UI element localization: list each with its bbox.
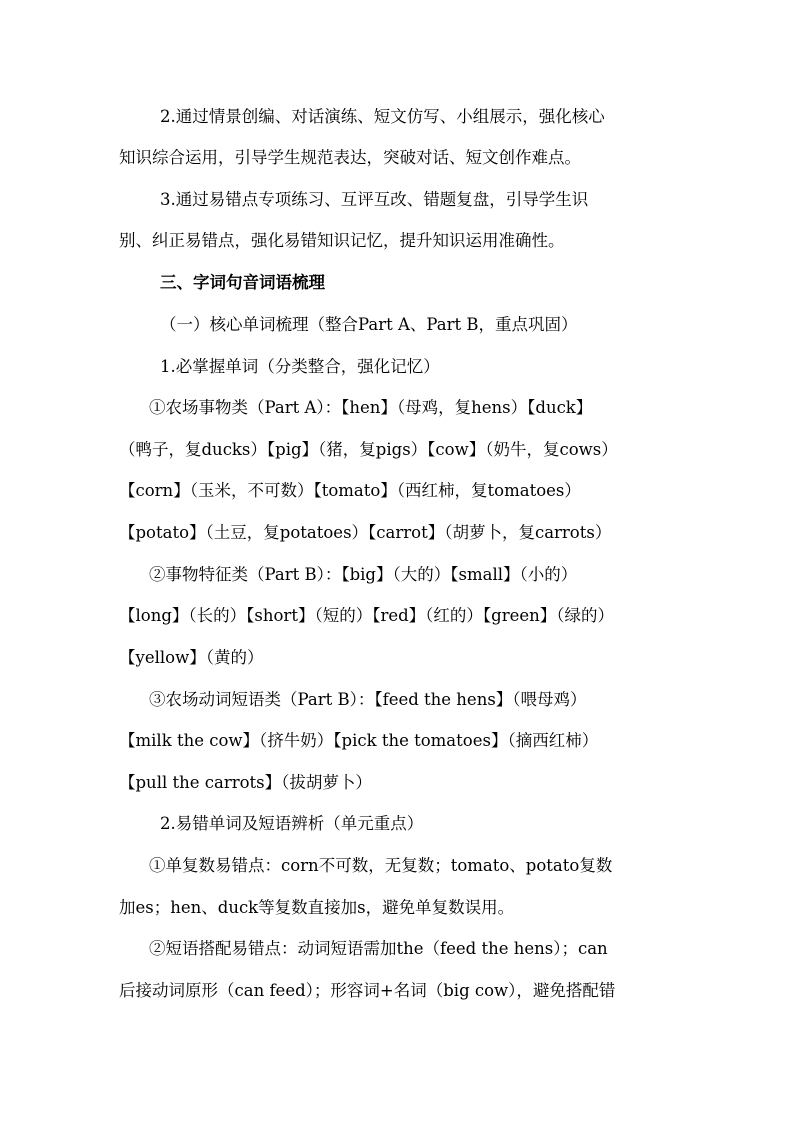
paragraph-line: 加es；hen、duck等复数直接加s，避免单复数误用。 bbox=[119, 898, 515, 917]
paragraph-line: ②短语搭配易错点：动词短语需加the（feed the hens）；can bbox=[149, 939, 608, 958]
paragraph-line: （鸭子，复ducks）【pig】（猪，复pigs）【cow】（奶牛，复cows） bbox=[119, 440, 618, 459]
paragraph-line: 【yellow】（黄的） bbox=[119, 648, 264, 667]
subsection-heading: （一）核心单词梳理（整合Part A、Part B，重点巩固） bbox=[160, 315, 578, 334]
paragraph-line: 1.必掌握单词（分类整合，强化记忆） bbox=[160, 357, 440, 376]
paragraph-line: ③农场动词短语类（Part B）：【feed the hens】（喂母鸡） bbox=[149, 690, 587, 709]
paragraph-line: 别、纠正易错点，强化易错知识记忆，提升知识运用准确性。 bbox=[119, 231, 565, 250]
paragraph-line: ②事物特征类（Part B）：【big】（大的）【small】（小的） bbox=[149, 565, 578, 584]
paragraph-line: 后接动词原形（can feed）；形容词+名词（big cow），避免搭配错 bbox=[119, 981, 616, 1000]
paragraph-line: 【corn】（玉米，不可数）【tomato】（西红柿，复tomatoes） bbox=[119, 481, 581, 500]
paragraph-line: 【pull the carrots】（拔胡萝卜） bbox=[119, 773, 372, 792]
section-heading: 三、字词句音词语梳理 bbox=[160, 273, 325, 292]
paragraph-line: 【milk the cow】（挤牛奶）【pick the tomatoes】（摘西红柿） bbox=[119, 731, 599, 750]
paragraph-line: 知识综合运用，引导学生规范表达，突破对话、短文创作难点。 bbox=[119, 148, 581, 167]
paragraph-line: 2.易错单词及短语辨析（单元重点） bbox=[160, 814, 424, 833]
paragraph-line: ①农场事物类（Part A）：【hen】（母鸡，复hens）【duck】 bbox=[149, 398, 593, 417]
paragraph-line: 2.通过情景创编、对话演练、短文仿写、小组展示，强化核心 bbox=[160, 107, 605, 126]
paragraph-line: 3.通过易错点专项练习、互评互改、错题复盘，引导学生识 bbox=[160, 190, 589, 209]
paragraph-line: 【potato】（土豆，复potatoes）【carrot】（胡萝卜，复carrots） bbox=[119, 523, 612, 542]
paragraph-line: ①单复数易错点：corn不可数，无复数；tomato、potato复数 bbox=[149, 856, 613, 875]
paragraph-line: 【long】（长的）【short】（短的）【red】（红的）【green】（绿的） bbox=[119, 606, 615, 625]
